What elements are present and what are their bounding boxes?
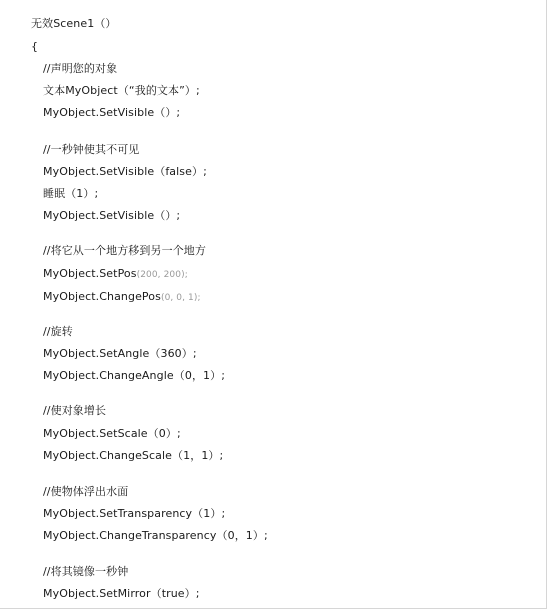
code-line: MyObject.SetMirror（true）; <box>43 587 200 600</box>
code-line <box>43 267 188 282</box>
code-line: MyObject.SetVisible（false）; <box>43 165 207 178</box>
code-call: MyObject.SetPos <box>43 267 137 280</box>
comment-line: //一秒钟使其不可见 <box>43 143 140 156</box>
code-line: MyObject.SetTransparency（1）; <box>43 507 226 520</box>
comment-line: //将其镜像一秒钟 <box>43 565 129 578</box>
code-line: MyObject.SetAngle（360）; <box>43 347 197 360</box>
function-header: 无效Scene1（） <box>31 17 117 30</box>
comment-line: //声明您的对象 <box>43 62 118 75</box>
code-line: 文本MyObject（“我的文本”）; <box>43 84 200 97</box>
comment-line: //使对象增长 <box>43 404 107 417</box>
code-call: MyObject.ChangePos <box>43 290 161 303</box>
code-line: MyObject.ChangeTransparency（0，1）; <box>43 529 268 542</box>
code-line: MyObject.ChangeScale（1，1）; <box>43 449 224 462</box>
code-args: (200, 200); <box>136 270 188 280</box>
comment-line: //旋转 <box>43 325 73 338</box>
open-brace: { <box>31 40 39 53</box>
comment-line: //使物体浮出水面 <box>43 485 129 498</box>
code-line: MyObject.ChangeAngle（0，1）; <box>43 369 226 382</box>
code-line <box>43 290 201 305</box>
code-line: MyObject.SetVisible（）; <box>43 209 181 222</box>
code-line: MyObject.SetScale（0）; <box>43 427 181 440</box>
comment-line: //将它从一个地方移到另一个地方 <box>43 244 207 257</box>
code-line: MyObject.SetVisible（）; <box>43 106 181 119</box>
code-args: (0, 0, 1); <box>160 293 201 303</box>
code-line: 睡眠（1）; <box>43 187 99 200</box>
